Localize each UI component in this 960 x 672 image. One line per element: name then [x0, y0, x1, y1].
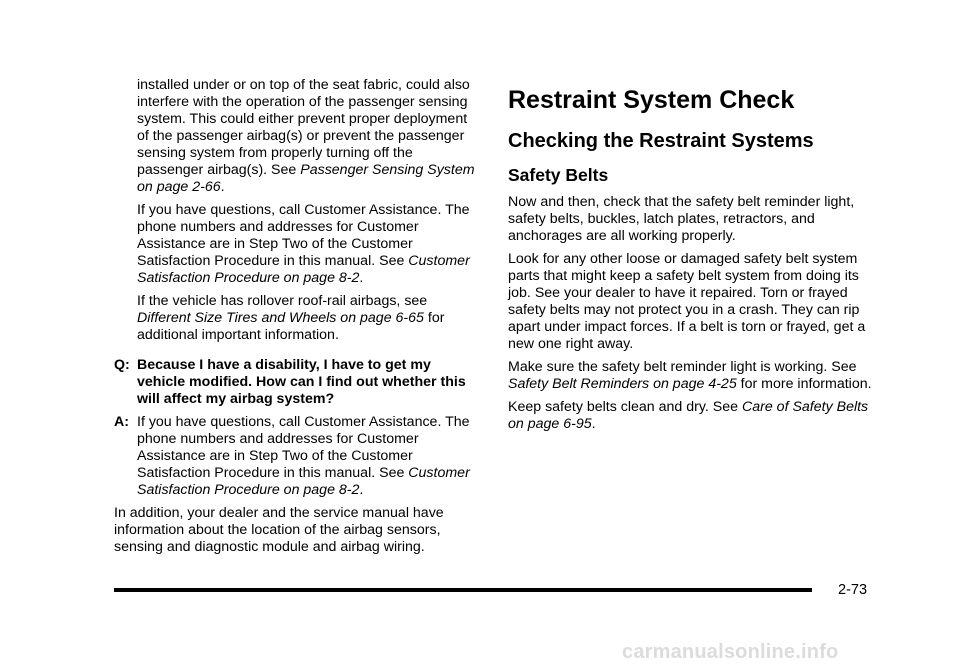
cross-reference-link[interactable]: Care of Safety Belts on page 6-95: [508, 399, 869, 432]
page-number: 2-73: [838, 582, 868, 598]
paragraph: Look for any other loose or damaged safety belt system parts that might keep a safety belt system from doing its job. See your dealer to have it repaired. Torn or frayed safety belts may not protect you in a crash. They can rip apart under impact forces. If a belt is torn or frayed, get a new one right away.: [508, 251, 866, 352]
watermark: carmanualsonline.info: [622, 641, 839, 663]
paragraph: In addition, your dealer and the service manual have information about the location of the airbag sensors, sensing and diagnostic module and airbag wiring.: [114, 505, 444, 555]
cross-reference-link[interactable]: Safety Belt Reminders on page 4-25: [508, 376, 737, 392]
subsection-heading: Checking the Restraint Systems: [508, 130, 814, 152]
paragraph: Make sure the safety belt reminder light is working. See Safety Belt Reminders on page 4-25 for more information.: [508, 359, 872, 392]
paragraph: If the vehicle has rollover roof-rail airbags, see Different Size Tires and Wheels on page 6-65 for additional important information.: [137, 293, 445, 343]
right-column: [508, 77, 880, 439]
left-column: [114, 77, 480, 562]
cross-reference-link[interactable]: Different Size Tires and Wheels on page 6-65: [137, 310, 424, 326]
answer: [114, 414, 480, 499]
paragraph: Now and then, check that the safety belt reminder light, safety belts, buckles, latch plates, retractors, and anchorages are all working properly.: [508, 194, 855, 244]
section-heading: Restraint System Check: [508, 86, 795, 114]
cross-reference-link[interactable]: Customer Satisfaction Procedure on page 8-2: [137, 465, 470, 498]
topic-heading: Safety Belts: [508, 165, 609, 185]
paragraph: Keep safety belts clean and dry. See Care of Safety Belts on page 6-95.: [508, 399, 869, 432]
cross-reference-link[interactable]: Customer Satisfaction Procedure on page 8-2: [137, 253, 470, 286]
question-text: Because I have a disability, I have to get my vehicle modified. How can I find out whether this will affect my airbag system?: [137, 357, 466, 407]
question-label: Q:: [114, 357, 130, 373]
question: [114, 357, 480, 408]
answer-label: A:: [114, 414, 129, 430]
paragraph: installed under or on top of the seat fabric, could also interfere with the operation of the passenger sensing system. This could either prevent proper deployment of the passenger airbag(s) or prevent the passenger sensing system from properly turning off the passenger airbag(s). See Passenger Sensing System on page 2-66.: [137, 77, 475, 195]
answer-text: If you have questions, call Customer Assistance. The phone numbers and addresses for Customer Assistance are in Step Two of the Customer Satisfaction Procedure in this manual. See Customer Satisfaction Procedure on page 8-2.: [137, 414, 470, 498]
cross-reference-link[interactable]: Passenger Sensing System on page 2-66: [137, 162, 475, 195]
paragraph: If you have questions, call Customer Assistance. The phone numbers and addresses for Customer Assistance are in Step Two of the Customer Satisfaction Procedure in this manual. See Customer Satisfaction Procedure on page 8-2.: [137, 202, 470, 286]
footer-rule: [114, 588, 812, 592]
continued-text: [114, 77, 480, 344]
